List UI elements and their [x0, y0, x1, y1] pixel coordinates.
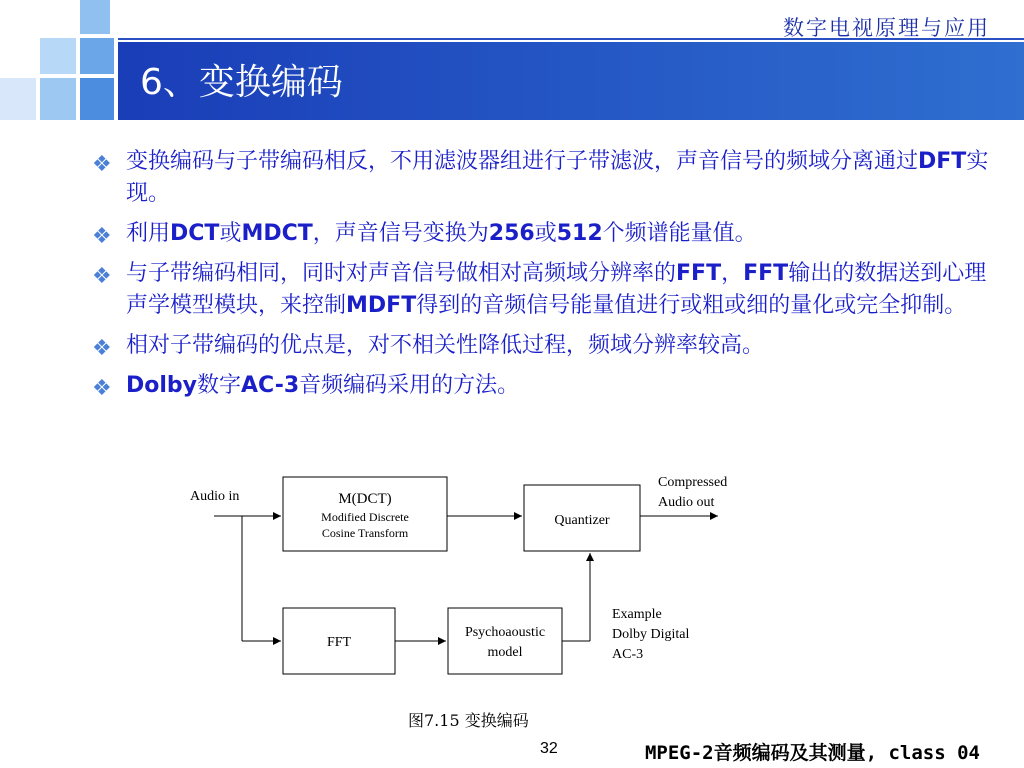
psycho-model-block [448, 608, 562, 674]
bullet-text: 相对子带编码的优点是，对不相关性降低过程，频域分辨率较高。 [126, 333, 765, 358]
bullet-text: 512 [556, 221, 603, 246]
bullet-text: 与子带编码相同，同时对声音信号做相对高频域分辨率的 [126, 261, 677, 286]
bullet-text: 输出的数据送到心理声学模型模块，来控制 [126, 261, 987, 318]
fft-label: FFT [326, 635, 352, 650]
bullet-text: ， [721, 261, 744, 286]
bullet-text: 变换编码与子带编码相反，不用滤波器组进行子带滤波，声音信号的频域分离通过 [126, 149, 919, 174]
bullet-text: 实现。 [126, 149, 989, 206]
diamond-quad-icon: ❖ [92, 264, 112, 289]
psycho-label-2: model [487, 645, 523, 660]
bullet-text: 利用 [126, 221, 171, 246]
bullet-text: 音频编码采用的方法。 [299, 373, 520, 398]
bullet-text: DFT [918, 149, 967, 174]
bullet-text: 个频谱能量值。 [602, 221, 757, 246]
page-number: 32 [540, 740, 558, 757]
course-title: 数字电视原理与应用 [783, 16, 990, 40]
footer-text: MPEG-2音频编码及其测量, class 04 [644, 742, 980, 764]
audio-in-label: Audio in [190, 489, 240, 504]
bullet-text: MDFT [346, 293, 417, 318]
bullet-text: AC-3 [241, 373, 300, 398]
bullet-text: 或 [534, 221, 557, 246]
bullet-text: ，声音信号变换为 [312, 221, 489, 246]
bullet-text: DCT [170, 221, 220, 246]
diamond-quad-icon: ❖ [92, 224, 112, 249]
bullet-text: MDCT [241, 221, 313, 246]
bullet-text: 得到的音频信号能量值进行或粗或细的量化或完全抑制。 [416, 293, 967, 318]
example-label-3: AC-3 [612, 647, 644, 662]
quantizer-label: Quantizer [554, 513, 610, 528]
mdct-desc-2: Cosine Transform [321, 526, 409, 540]
bullet-text: 数字 [197, 373, 242, 398]
psycho-label-1: Psychoaoustic [464, 625, 546, 640]
example-label-1: Example [612, 607, 662, 622]
mdct-desc-1: Modified Discrete [321, 510, 409, 524]
bullet-text: Dolby [126, 373, 198, 398]
compressed-label-1: Compressed [658, 475, 728, 490]
diamond-quad-icon: ❖ [92, 376, 112, 401]
bullet-text: FFT [743, 261, 789, 286]
diamond-quad-icon: ❖ [92, 152, 112, 177]
compressed-label-2: Audio out [658, 495, 715, 510]
mdct-title: M(DCT) [338, 491, 392, 507]
diamond-quad-icon: ❖ [92, 336, 112, 361]
slide-title: 6、变换编码 [140, 62, 343, 103]
figure-caption: 图7.15 变换编码 [408, 711, 529, 730]
bullet-text: 或 [219, 221, 242, 246]
bullet-text: FFT [676, 261, 722, 286]
bullet-text: 256 [488, 221, 535, 246]
example-label-2: Dolby Digital [612, 627, 690, 642]
